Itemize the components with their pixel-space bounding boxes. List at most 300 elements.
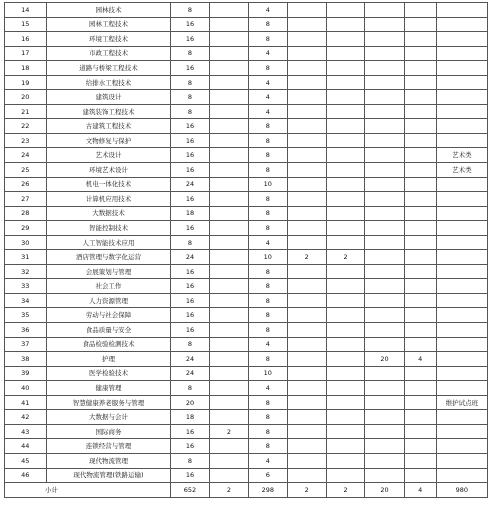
table-row bbox=[5, 410, 488, 425]
cell-remark bbox=[436, 17, 487, 32]
cell-row-number: 45 bbox=[5, 453, 47, 468]
cell-col-5: 8 bbox=[249, 61, 287, 76]
cell-col-9 bbox=[404, 192, 436, 207]
cell-col-6 bbox=[287, 90, 326, 105]
cell-col-5: 8 bbox=[249, 206, 287, 221]
cell-row-number: 38 bbox=[5, 352, 47, 367]
cell-col-4 bbox=[209, 264, 248, 279]
cell-col-4 bbox=[209, 410, 248, 425]
table-row bbox=[5, 192, 488, 207]
table-row bbox=[5, 104, 488, 119]
cell-row-number: 36 bbox=[5, 323, 47, 338]
cell-col-5: 4 bbox=[249, 46, 287, 61]
cell-col-7 bbox=[326, 119, 364, 134]
cell-major-name: 机电一体化技术 bbox=[46, 177, 171, 192]
cell-col-7 bbox=[326, 293, 364, 308]
cell-col-6 bbox=[287, 439, 326, 454]
cell-row-number: 24 bbox=[5, 148, 47, 163]
cell-col-9 bbox=[404, 75, 436, 90]
cell-major-name: 大数据与会计 bbox=[46, 410, 171, 425]
cell-col-6 bbox=[287, 75, 326, 90]
cell-col-8 bbox=[365, 17, 404, 32]
cell-col-4 bbox=[209, 90, 248, 105]
cell-col-3: 16 bbox=[171, 17, 209, 32]
cell-col-3: 16 bbox=[171, 323, 209, 338]
cell-col-3: 18 bbox=[171, 410, 209, 425]
cell-col-8 bbox=[365, 395, 404, 410]
cell-col-3: 8 bbox=[171, 75, 209, 90]
table-row bbox=[5, 90, 488, 105]
cell-col-8 bbox=[365, 293, 404, 308]
cell-col-3: 8 bbox=[171, 235, 209, 250]
cell-row-number: 26 bbox=[5, 177, 47, 192]
cell-col-8 bbox=[365, 337, 404, 352]
cell-col-4 bbox=[209, 308, 248, 323]
cell-col-9 bbox=[404, 424, 436, 439]
cell-remark bbox=[436, 3, 487, 18]
cell-col-4 bbox=[209, 163, 248, 178]
cell-col-6 bbox=[287, 279, 326, 294]
cell-major-name: 人工智能技术应用 bbox=[46, 235, 171, 250]
cell-col-3: 16 bbox=[171, 424, 209, 439]
cell-major-name: 现代物流管理 bbox=[46, 453, 171, 468]
total-value: 2 bbox=[209, 483, 248, 498]
cell-col-4 bbox=[209, 177, 248, 192]
cell-col-8 bbox=[365, 468, 404, 483]
cell-col-5: 8 bbox=[249, 395, 287, 410]
table-row bbox=[5, 235, 488, 250]
table-row bbox=[5, 308, 488, 323]
total-value: 2 bbox=[287, 483, 326, 498]
cell-col-8: 20 bbox=[365, 352, 404, 367]
cell-col-5: 8 bbox=[249, 148, 287, 163]
cell-major-name: 现代物流管理(铁路运输) bbox=[46, 468, 171, 483]
cell-col-4 bbox=[209, 366, 248, 381]
cell-col-9 bbox=[404, 308, 436, 323]
cell-remark bbox=[436, 133, 487, 148]
table-row bbox=[5, 119, 488, 134]
cell-col-9 bbox=[404, 468, 436, 483]
table-row bbox=[5, 206, 488, 221]
cell-major-name: 智能控制技术 bbox=[46, 221, 171, 236]
cell-col-6 bbox=[287, 264, 326, 279]
cell-col-3: 16 bbox=[171, 61, 209, 76]
cell-col-3: 8 bbox=[171, 453, 209, 468]
cell-col-3: 16 bbox=[171, 293, 209, 308]
total-value: 980 bbox=[436, 483, 487, 498]
cell-col-5: 8 bbox=[249, 352, 287, 367]
cell-col-9 bbox=[404, 46, 436, 61]
cell-col-7: 2 bbox=[326, 250, 364, 265]
cell-col-8 bbox=[365, 264, 404, 279]
cell-major-name: 人力资源管理 bbox=[46, 293, 171, 308]
cell-major-name: 建筑设计 bbox=[46, 90, 171, 105]
cell-major-name: 国际商务 bbox=[46, 424, 171, 439]
cell-col-9 bbox=[404, 221, 436, 236]
enrollment-table bbox=[4, 2, 488, 498]
cell-col-7 bbox=[326, 75, 364, 90]
table-row bbox=[5, 133, 488, 148]
cell-row-number: 27 bbox=[5, 192, 47, 207]
cell-col-9: 4 bbox=[404, 352, 436, 367]
cell-col-6 bbox=[287, 235, 326, 250]
total-value: 2 bbox=[326, 483, 364, 498]
total-value: 20 bbox=[365, 483, 404, 498]
cell-col-3: 16 bbox=[171, 264, 209, 279]
cell-major-name: 环境艺术设计 bbox=[46, 163, 171, 178]
table-row bbox=[5, 148, 488, 163]
cell-col-7 bbox=[326, 3, 364, 18]
cell-col-8 bbox=[365, 177, 404, 192]
cell-col-6 bbox=[287, 366, 326, 381]
cell-remark bbox=[436, 468, 487, 483]
cell-row-number: 14 bbox=[5, 3, 47, 18]
cell-col-7 bbox=[326, 104, 364, 119]
cell-remark bbox=[436, 308, 487, 323]
cell-col-6 bbox=[287, 221, 326, 236]
table-row bbox=[5, 17, 488, 32]
cell-col-6 bbox=[287, 410, 326, 425]
total-value: 652 bbox=[171, 483, 209, 498]
cell-row-number: 20 bbox=[5, 90, 47, 105]
cell-col-9 bbox=[404, 323, 436, 338]
cell-major-name: 园林技术 bbox=[46, 3, 171, 18]
cell-remark bbox=[436, 32, 487, 47]
cell-row-number: 19 bbox=[5, 75, 47, 90]
cell-remark bbox=[436, 352, 487, 367]
cell-col-4 bbox=[209, 468, 248, 483]
cell-major-name: 市政工程技术 bbox=[46, 46, 171, 61]
cell-col-9 bbox=[404, 250, 436, 265]
cell-remark bbox=[436, 410, 487, 425]
cell-remark bbox=[436, 104, 487, 119]
cell-col-4 bbox=[209, 61, 248, 76]
table-row bbox=[5, 424, 488, 439]
cell-col-7 bbox=[326, 352, 364, 367]
cell-col-8 bbox=[365, 3, 404, 18]
cell-col-6 bbox=[287, 104, 326, 119]
cell-col-6 bbox=[287, 32, 326, 47]
cell-col-4 bbox=[209, 235, 248, 250]
cell-remark bbox=[436, 221, 487, 236]
cell-row-number: 35 bbox=[5, 308, 47, 323]
cell-major-name: 环境工程技术 bbox=[46, 32, 171, 47]
table-total-row bbox=[5, 483, 488, 498]
cell-col-4 bbox=[209, 192, 248, 207]
cell-col-7 bbox=[326, 32, 364, 47]
cell-col-5: 10 bbox=[249, 177, 287, 192]
cell-col-3: 16 bbox=[171, 468, 209, 483]
cell-col-7 bbox=[326, 439, 364, 454]
cell-major-name: 社会工作 bbox=[46, 279, 171, 294]
cell-col-3: 16 bbox=[171, 439, 209, 454]
cell-col-7 bbox=[326, 410, 364, 425]
cell-col-4 bbox=[209, 293, 248, 308]
cell-col-8 bbox=[365, 192, 404, 207]
table-row bbox=[5, 395, 488, 410]
table-row bbox=[5, 264, 488, 279]
cell-col-4 bbox=[209, 453, 248, 468]
cell-col-4 bbox=[209, 148, 248, 163]
cell-col-8 bbox=[365, 104, 404, 119]
cell-col-8 bbox=[365, 148, 404, 163]
cell-col-7 bbox=[326, 381, 364, 396]
cell-col-4 bbox=[209, 46, 248, 61]
cell-col-7 bbox=[326, 366, 364, 381]
cell-remark bbox=[436, 192, 487, 207]
cell-col-7 bbox=[326, 424, 364, 439]
cell-col-7 bbox=[326, 264, 364, 279]
cell-col-5: 8 bbox=[249, 17, 287, 32]
cell-major-name: 护理 bbox=[46, 352, 171, 367]
cell-remark bbox=[436, 177, 487, 192]
cell-col-3: 24 bbox=[171, 250, 209, 265]
cell-row-number: 30 bbox=[5, 235, 47, 250]
cell-col-8 bbox=[365, 133, 404, 148]
cell-col-4 bbox=[209, 221, 248, 236]
cell-col-9 bbox=[404, 337, 436, 352]
cell-remark bbox=[436, 381, 487, 396]
cell-col-8 bbox=[365, 61, 404, 76]
cell-col-8 bbox=[365, 221, 404, 236]
cell-remark bbox=[436, 235, 487, 250]
cell-row-number: 25 bbox=[5, 163, 47, 178]
cell-col-9 bbox=[404, 235, 436, 250]
cell-col-4 bbox=[209, 104, 248, 119]
table-row bbox=[5, 32, 488, 47]
cell-major-name: 酒店管理与数字化运营 bbox=[46, 250, 171, 265]
cell-row-number: 28 bbox=[5, 206, 47, 221]
enrollment-table-sheet bbox=[4, 2, 488, 498]
total-value: 4 bbox=[404, 483, 436, 498]
table-row bbox=[5, 468, 488, 483]
cell-remark bbox=[436, 250, 487, 265]
cell-remark: 艺术类 bbox=[436, 148, 487, 163]
cell-col-6 bbox=[287, 192, 326, 207]
cell-major-name: 连锁经营与管理 bbox=[46, 439, 171, 454]
cell-col-9 bbox=[404, 381, 436, 396]
total-value: 298 bbox=[249, 483, 287, 498]
table-row bbox=[5, 323, 488, 338]
cell-col-6 bbox=[287, 61, 326, 76]
cell-col-9 bbox=[404, 148, 436, 163]
cell-col-5: 8 bbox=[249, 424, 287, 439]
cell-col-7 bbox=[326, 468, 364, 483]
cell-col-3: 16 bbox=[171, 148, 209, 163]
table-row bbox=[5, 439, 488, 454]
cell-col-8 bbox=[365, 453, 404, 468]
cell-col-4: 2 bbox=[209, 424, 248, 439]
cell-major-name: 给排水工程技术 bbox=[46, 75, 171, 90]
cell-col-9 bbox=[404, 104, 436, 119]
cell-row-number: 15 bbox=[5, 17, 47, 32]
cell-col-9 bbox=[404, 366, 436, 381]
table-row bbox=[5, 279, 488, 294]
cell-col-5: 8 bbox=[249, 293, 287, 308]
cell-major-name: 智慧健康养老服务与管理 bbox=[46, 395, 171, 410]
cell-col-8 bbox=[365, 32, 404, 47]
cell-col-9 bbox=[404, 61, 436, 76]
cell-col-7 bbox=[326, 133, 364, 148]
cell-row-number: 44 bbox=[5, 439, 47, 454]
table-row bbox=[5, 75, 488, 90]
cell-col-3: 16 bbox=[171, 119, 209, 134]
cell-col-7 bbox=[326, 453, 364, 468]
cell-col-4 bbox=[209, 133, 248, 148]
cell-col-3: 24 bbox=[171, 366, 209, 381]
cell-col-3: 8 bbox=[171, 3, 209, 18]
cell-col-4 bbox=[209, 3, 248, 18]
cell-col-6 bbox=[287, 46, 326, 61]
cell-col-9 bbox=[404, 163, 436, 178]
cell-col-5: 4 bbox=[249, 337, 287, 352]
cell-major-name: 园林工程技术 bbox=[46, 17, 171, 32]
cell-col-6 bbox=[287, 3, 326, 18]
cell-row-number: 37 bbox=[5, 337, 47, 352]
cell-col-5: 4 bbox=[249, 75, 287, 90]
cell-col-6 bbox=[287, 323, 326, 338]
cell-col-3: 16 bbox=[171, 133, 209, 148]
cell-col-3: 16 bbox=[171, 221, 209, 236]
cell-col-3: 8 bbox=[171, 46, 209, 61]
cell-col-6 bbox=[287, 206, 326, 221]
cell-col-8 bbox=[365, 424, 404, 439]
cell-col-5: 8 bbox=[249, 32, 287, 47]
cell-col-4 bbox=[209, 206, 248, 221]
cell-col-8 bbox=[365, 163, 404, 178]
cell-col-9 bbox=[404, 395, 436, 410]
cell-col-5: 10 bbox=[249, 250, 287, 265]
cell-col-7 bbox=[326, 235, 364, 250]
cell-row-number: 22 bbox=[5, 119, 47, 134]
cell-col-4 bbox=[209, 352, 248, 367]
cell-col-9 bbox=[404, 3, 436, 18]
cell-major-name: 道路与桥梁工程技术 bbox=[46, 61, 171, 76]
cell-col-5: 8 bbox=[249, 264, 287, 279]
cell-col-8 bbox=[365, 366, 404, 381]
cell-row-number: 31 bbox=[5, 250, 47, 265]
cell-col-8 bbox=[365, 90, 404, 105]
cell-col-7 bbox=[326, 308, 364, 323]
cell-col-6 bbox=[287, 177, 326, 192]
cell-col-8 bbox=[365, 235, 404, 250]
cell-col-9 bbox=[404, 439, 436, 454]
cell-major-name: 文物修复与保护 bbox=[46, 133, 171, 148]
cell-remark bbox=[436, 453, 487, 468]
cell-col-9 bbox=[404, 279, 436, 294]
cell-row-number: 46 bbox=[5, 468, 47, 483]
table-row bbox=[5, 61, 488, 76]
cell-col-5: 10 bbox=[249, 366, 287, 381]
table-row bbox=[5, 352, 488, 367]
cell-col-6 bbox=[287, 352, 326, 367]
cell-col-4 bbox=[209, 439, 248, 454]
table-row bbox=[5, 177, 488, 192]
cell-col-9 bbox=[404, 90, 436, 105]
cell-col-6 bbox=[287, 381, 326, 396]
cell-col-8 bbox=[365, 439, 404, 454]
table-row bbox=[5, 163, 488, 178]
cell-col-7 bbox=[326, 221, 364, 236]
cell-row-number: 32 bbox=[5, 264, 47, 279]
cell-col-9 bbox=[404, 133, 436, 148]
cell-row-number: 17 bbox=[5, 46, 47, 61]
cell-col-6 bbox=[287, 308, 326, 323]
cell-col-8 bbox=[365, 250, 404, 265]
cell-remark bbox=[436, 206, 487, 221]
cell-col-6 bbox=[287, 133, 326, 148]
cell-col-3: 16 bbox=[171, 163, 209, 178]
cell-col-5: 4 bbox=[249, 104, 287, 119]
cell-major-name: 艺术设计 bbox=[46, 148, 171, 163]
cell-col-5: 4 bbox=[249, 235, 287, 250]
cell-col-8 bbox=[365, 308, 404, 323]
cell-col-6 bbox=[287, 395, 326, 410]
cell-col-7 bbox=[326, 279, 364, 294]
cell-col-5: 8 bbox=[249, 410, 287, 425]
cell-col-4 bbox=[209, 75, 248, 90]
cell-row-number: 21 bbox=[5, 104, 47, 119]
cell-col-6: 2 bbox=[287, 250, 326, 265]
cell-col-5: 6 bbox=[249, 468, 287, 483]
cell-col-7 bbox=[326, 46, 364, 61]
cell-col-5: 4 bbox=[249, 381, 287, 396]
cell-row-number: 23 bbox=[5, 133, 47, 148]
table-row bbox=[5, 293, 488, 308]
cell-remark bbox=[436, 75, 487, 90]
cell-col-8 bbox=[365, 410, 404, 425]
cell-row-number: 34 bbox=[5, 293, 47, 308]
cell-major-name: 食品检验检测技术 bbox=[46, 337, 171, 352]
cell-remark bbox=[436, 424, 487, 439]
cell-remark bbox=[436, 439, 487, 454]
cell-col-3: 8 bbox=[171, 90, 209, 105]
table-row bbox=[5, 453, 488, 468]
cell-remark bbox=[436, 61, 487, 76]
cell-major-name: 大数据技术 bbox=[46, 206, 171, 221]
cell-col-9 bbox=[404, 206, 436, 221]
cell-col-5: 4 bbox=[249, 90, 287, 105]
cell-col-3: 8 bbox=[171, 337, 209, 352]
cell-col-7 bbox=[326, 323, 364, 338]
cell-col-6 bbox=[287, 293, 326, 308]
cell-col-3: 16 bbox=[171, 32, 209, 47]
cell-remark bbox=[436, 366, 487, 381]
cell-remark bbox=[436, 264, 487, 279]
cell-row-number: 33 bbox=[5, 279, 47, 294]
cell-col-6 bbox=[287, 468, 326, 483]
cell-col-3: 8 bbox=[171, 104, 209, 119]
cell-col-5: 4 bbox=[249, 3, 287, 18]
cell-col-9 bbox=[404, 453, 436, 468]
cell-col-5: 8 bbox=[249, 133, 287, 148]
cell-col-6 bbox=[287, 424, 326, 439]
cell-col-4 bbox=[209, 337, 248, 352]
cell-row-number: 39 bbox=[5, 366, 47, 381]
cell-col-9 bbox=[404, 264, 436, 279]
cell-col-4 bbox=[209, 381, 248, 396]
table-row bbox=[5, 381, 488, 396]
cell-row-number: 40 bbox=[5, 381, 47, 396]
cell-col-7 bbox=[326, 395, 364, 410]
cell-remark: 维护试点班 bbox=[436, 395, 487, 410]
cell-col-5: 8 bbox=[249, 439, 287, 454]
cell-col-8 bbox=[365, 323, 404, 338]
cell-remark bbox=[436, 90, 487, 105]
cell-col-3: 16 bbox=[171, 192, 209, 207]
cell-col-5: 8 bbox=[249, 192, 287, 207]
cell-col-8 bbox=[365, 206, 404, 221]
